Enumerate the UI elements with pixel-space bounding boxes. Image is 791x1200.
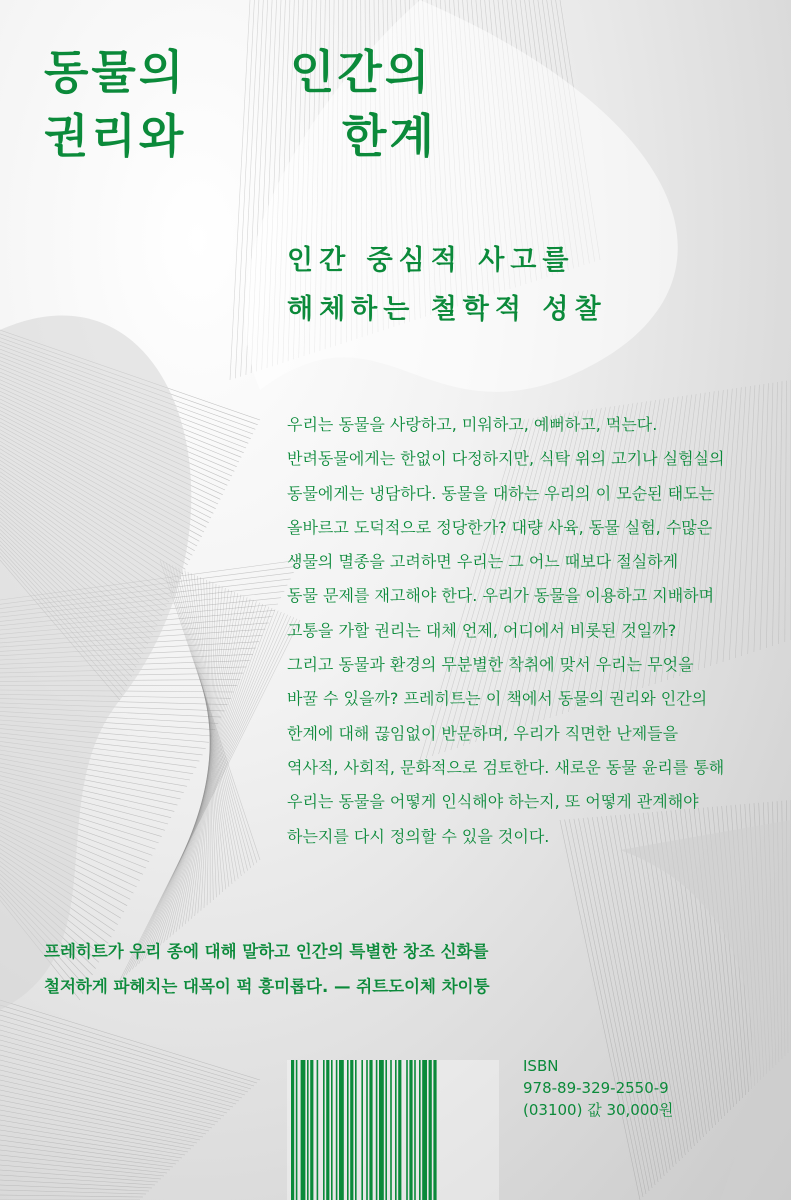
barcode-bar <box>433 1060 436 1200</box>
description-line: 동물에게는 냉담하다. 동물을 대하는 우리의 이 모순된 태도는 <box>287 483 715 503</box>
art-line <box>0 1180 152 1188</box>
barcode-bar <box>379 1060 384 1200</box>
description-line: 역사적, 사회적, 문화적으로 검토한다. 새로운 동물 윤리를 통해 <box>287 757 725 777</box>
art-line <box>0 1135 179 1161</box>
barcode-bar <box>414 1060 416 1200</box>
barcode-bar <box>366 1060 368 1200</box>
art-line <box>0 1015 251 1089</box>
barcode-bar <box>317 1060 319 1200</box>
description-line: 우리는 동물을 어떻게 인식해야 하는지, 또 어떻게 관계해야 <box>287 792 699 812</box>
description-line: 고통을 가할 권리는 대체 언제, 어디에서 비롯된 것일까? <box>287 620 677 640</box>
barcode-backdrop <box>287 1060 499 1200</box>
barcode-bar <box>429 1060 432 1200</box>
barcode-bar <box>406 1060 408 1200</box>
art-line <box>0 1105 197 1143</box>
barcode-bar <box>355 1060 357 1200</box>
quote-line: 프레히트가 우리 종에 대해 말하고 인간의 특별한 창조 신화를 <box>44 942 489 961</box>
description-line: 반려동물에게는 한없이 다정하지만, 식탁 위의 고기나 실험실의 <box>287 449 725 469</box>
barcode-bar <box>331 1060 333 1200</box>
barcode-bar <box>376 1060 378 1200</box>
subtitle-line-2: 해체하는 철학적 성찰 <box>287 294 607 325</box>
art-line <box>0 1195 143 1197</box>
title-left-line-2: 권리와 <box>44 109 187 163</box>
description-line: 그리고 동물과 환경의 무분별한 착취에 맞서 우리는 무엇을 <box>287 655 694 675</box>
title-left-line-1: 동물의 <box>44 45 187 99</box>
barcode-bar <box>369 1060 372 1200</box>
isbn-block <box>523 1055 673 1121</box>
subtitle-line-1: 인간 중심적 사고를 <box>287 245 575 276</box>
barcode-bar <box>301 1060 306 1200</box>
barcode-bar <box>398 1060 401 1200</box>
barcode-bar <box>361 1060 363 1200</box>
barcode-bar <box>291 1060 294 1200</box>
barcode <box>287 1060 499 1200</box>
art-line <box>0 1100 200 1140</box>
description-line: 생물의 멸종을 고려하면 우리는 그 어느 때보다 절실하게 <box>287 552 679 572</box>
art-line <box>0 1185 149 1191</box>
isbn-number: 978-89-329-2550-9 <box>523 1079 669 1097</box>
description-line: 한계에 대해 끊임없이 반문하며, 우리가 직면한 난제들을 <box>287 723 679 743</box>
art-line <box>0 1125 185 1155</box>
price-line: (03100) 값 30,000원 <box>523 1101 674 1119</box>
art-line <box>785 381 787 642</box>
isbn-label: ISBN <box>523 1057 559 1075</box>
title-right-line-1: 인간의 <box>290 45 433 99</box>
barcode-bar <box>409 1060 412 1200</box>
art-line <box>569 819 646 1194</box>
art-line <box>0 1190 146 1194</box>
barcode-bar <box>350 1060 353 1200</box>
description-line: 동물 문제를 재고해야 한다. 우리가 동물을 이용하고 지배하며 <box>287 586 715 606</box>
ribbon-shape-left <box>0 316 191 1010</box>
barcode-bar <box>339 1060 344 1200</box>
art-line <box>560 820 640 1200</box>
barcode-bar <box>390 1060 392 1200</box>
description-line: 우리는 동물을 사랑하고, 미워하고, 예뻐하고, 먹는다. <box>287 415 658 434</box>
art-line <box>0 1145 173 1167</box>
barcode-bar <box>326 1060 329 1200</box>
book-description <box>287 408 777 854</box>
barcode-bar <box>419 1060 421 1200</box>
art-line <box>0 1160 164 1176</box>
barcode-bar <box>307 1060 309 1200</box>
art-line <box>0 1095 203 1137</box>
art-line <box>0 1060 224 1116</box>
barcode-bar <box>296 1060 298 1200</box>
barcode-bar <box>310 1060 313 1200</box>
barcode-bar <box>395 1060 397 1200</box>
art-line <box>0 1025 245 1095</box>
barcode-bar <box>347 1060 349 1200</box>
press-quote <box>44 934 764 1004</box>
description-line: 올바르고 도덕적으로 정당한가? 대량 사육, 동물 실험, 수많은 <box>287 517 713 537</box>
art-line <box>779 381 782 644</box>
art-line <box>0 1050 230 1110</box>
art-line <box>0 1035 239 1101</box>
art-line <box>0 1085 209 1131</box>
title-right-line-2: 한계 <box>342 109 437 163</box>
barcode-bar <box>323 1060 325 1200</box>
art-line <box>0 1005 257 1083</box>
ribbon-shape-bottom-right <box>620 820 791 1200</box>
barcode-bar <box>422 1060 427 1200</box>
description-line: 바꿀 수 있을까? 프레히트는 이 책에서 동물의 권리와 인간의 <box>287 689 708 709</box>
art-line <box>0 1155 167 1173</box>
barcode-bar <box>336 1060 338 1200</box>
art-line <box>574 819 649 1191</box>
art-line <box>0 1020 248 1092</box>
art-line <box>0 1000 260 1080</box>
quote-line: 철저하게 파헤치는 대목이 퍽 흥미롭다. — 쥐트도이체 차이퉁 <box>44 977 490 996</box>
description-line: 하는지를 다시 정의할 수 있을 것이다. <box>287 826 550 846</box>
barcode-bar <box>385 1060 387 1200</box>
